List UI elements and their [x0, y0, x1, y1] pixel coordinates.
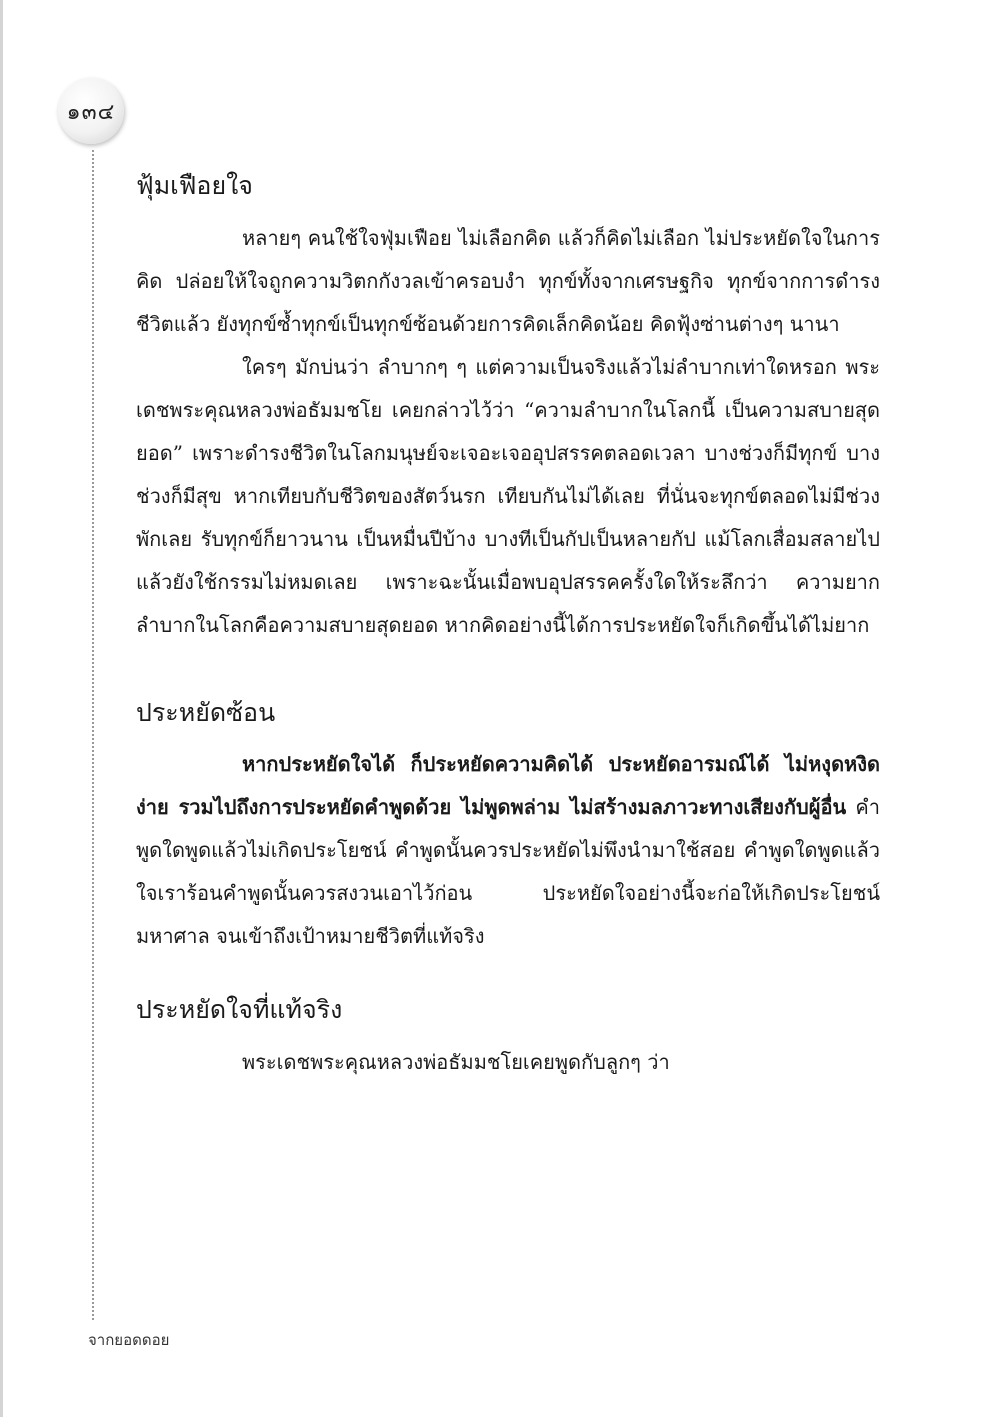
paragraph-3	[136, 743, 880, 958]
spacer	[136, 958, 880, 994]
paragraph-4: พระเดชพระคุณหลวงพ่อธัมมชโยเคยพูดกับลูกๆ ว่า	[242, 1049, 670, 1074]
section-heading-1: ฟุ้มเฟือยใจ	[136, 171, 253, 200]
page-number-badge	[58, 78, 124, 144]
paragraph-3-rest: คำพูดใดพูดแล้วไม่เกิดประโยชน์ คำพูดนั้นควรประหยัดไม่พึงนำมาใช้สอย คำพูดใดพูดแล้วใจเราร้อนคำพูดนั้นควรสงวนเอาไว้ก่อน ประหยัดใจอย่างนี้จะก่อให้เกิดประโยชน์มหาศาล จนเข้าถึงเป้าหมายชีวิตที่แท้จริง	[136, 795, 880, 948]
dotted-margin-rule	[92, 150, 94, 1320]
spacer	[136, 647, 880, 697]
section-heading-3: ประหยัดใจที่แท้จริง	[136, 995, 343, 1024]
book-title-footer: จากยอดดอย	[88, 1331, 170, 1349]
section-heading-2: ประหยัดซ้อน	[136, 697, 276, 727]
page-number: ๑๓๔	[66, 99, 116, 125]
paragraph-2: ใครๆ มักบ่นว่า ลำบากๆ ๆ แต่ความเป็นจริงแล้วไม่ลำบากเท่าใดหรอก พระเดชพระคุณหลวงพ่อธัมมชโย เคยกล่าวไว้ว่า “ความลำบากในโลกนี้ เป็นความสบายสุดยอด” เพราะดำรงชีวิตในโลกมนุษย์จะเจอะเจออุปสรรคตลอดเวลา บางช่วงก็มีทุกข์ บางช่วงก็มีสุข หากเทียบกับชีวิตของสัตว์นรก เทียบกันไม่ได้เลย ที่นั่นจะทุกข์ตลอดไม่มีช่วงพักเลย รับทุกข์ก็ยาวนาน เป็นหมื่นปีบ้าง บางทีเป็นกัปเป็นหลายกัป แม้โลกเสื่อมสลายไปแล้วยังใช้กรรมไม่หมดเลย เพราะฉะนั้นเมื่อพบอุปสรรคครั้งใดให้ระลึกว่า ความยากลำบากในโลกคือความสบายสุดยอด หากคิดอย่างนี้ได้การประหยัดใจก็เกิดขึ้นได้ไม่ยาก	[136, 354, 880, 637]
page-content	[136, 170, 880, 1084]
page-edge	[0, 0, 3, 1417]
paragraph-1: หลายๆ คนใช้ใจฟุ่มเฟือย ไม่เลือกคิด แล้วก็คิดไม่เลือก ไม่ประหยัดใจในการคิด ปล่อยให้ใจถูกความวิตกกังวลเข้าครอบงำ ทุกข์ทั้งจากเศรษฐกิจ ทุกข์จากการดำรงชีวิตแล้ว ยังทุกข์ซ้ำทุกข์เป็นทุกข์ซ้อนด้วยการคิดเล็กคิดน้อย คิดฟุ้งซ่านต่างๆ นานา	[136, 225, 880, 336]
bold-lead-text: หากประหยัดใจได้ ก็ประหยัดความคิดได้ ประหยัดอารมณ์ได้ ไม่หงุดหงิดง่าย รวมไปถึงการประหยัดคำพูดด้วย ไม่พูดพล่าม ไม่สร้างมลภาวะทางเสียงกับผู้อื่น	[136, 752, 880, 819]
